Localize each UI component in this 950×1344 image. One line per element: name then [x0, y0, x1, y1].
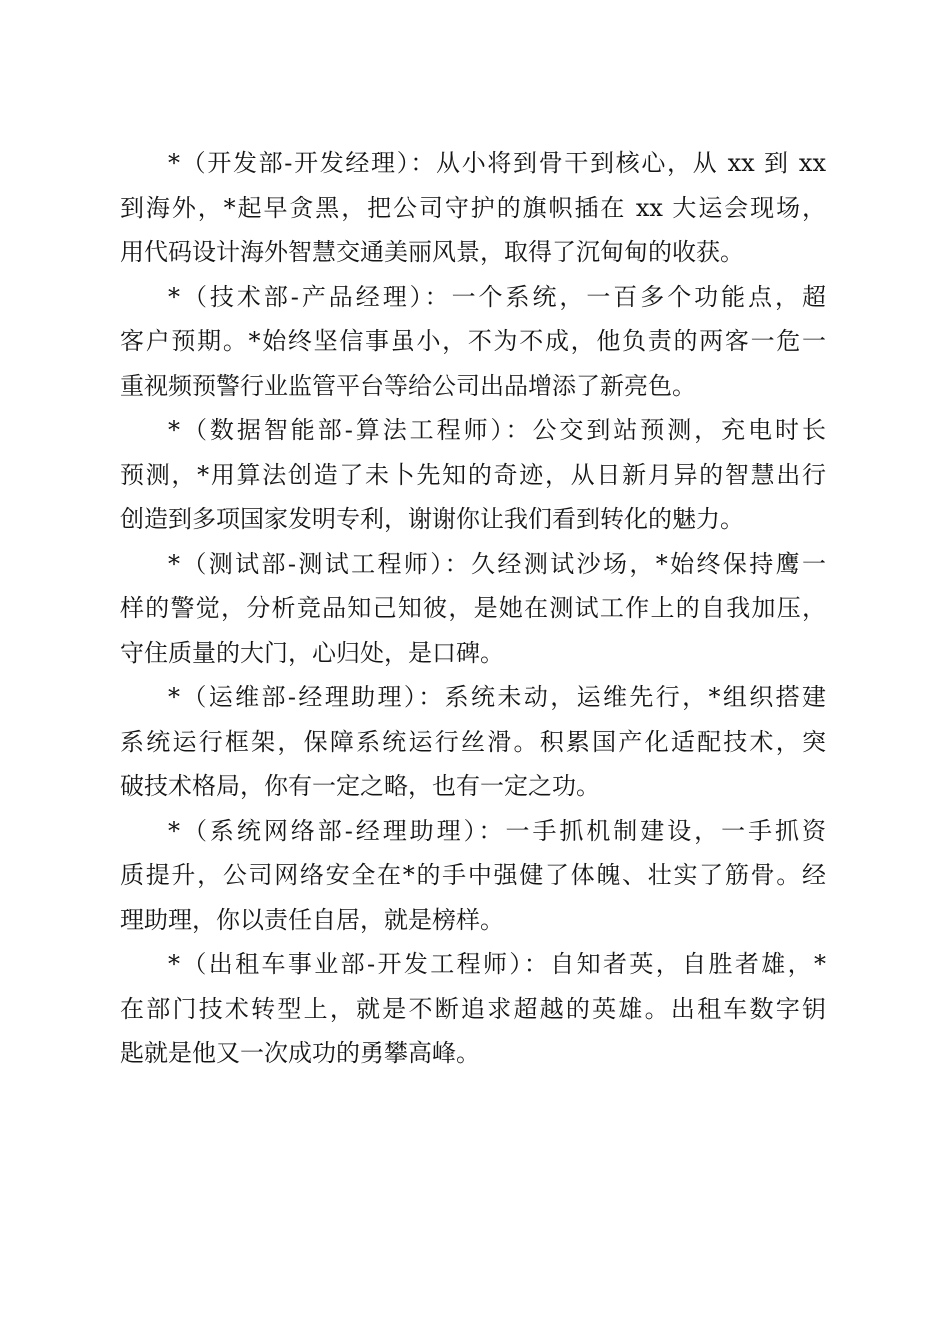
paragraph-7-line-3: 匙就是他又一次成功的勇攀高峰。 — [120, 1039, 480, 1067]
paragraph-6-line-1: *（系统网络部-经理助理）：一手抓机制建设，一手抓资 — [168, 816, 826, 845]
paragraph-3 — [120, 408, 826, 542]
paragraph-5-line-3: 破技术格局，你有一定之略，也有一定之功。 — [120, 772, 600, 800]
paragraph-2-line-2: 客户预期。*始终坚信事虽小，不为不成，他负责的两客一危一 — [120, 327, 826, 355]
paragraph-1-line-1: *（开发部-开发经理）：从小将到骨干到核心，从 xx 到 xx — [168, 149, 826, 177]
paragraph-5-line-2: 系统运行框架，保障系统运行丝滑。积累国产化适配技术，突 — [120, 727, 826, 756]
paragraph-3-line-1: *（数据智能部-算法工程师）：公交到站预测，充电时长 — [168, 416, 826, 444]
paragraph-4-line-3: 守住质量的大门，心归处，是口碑。 — [120, 638, 504, 667]
paragraph-7-line-1: *（出租车事业部-开发工程师）：自知者英，自胜者雄，* — [168, 950, 826, 978]
paragraph-5 — [120, 675, 826, 809]
paragraph-1-line-2: 到海外，*起早贪黑，把公司守护的旗帜插在 xx 大运会现场， — [120, 193, 826, 222]
paragraph-1-line-3: 用代码设计海外智慧交通美丽风景，取得了沉甸甸的收获。 — [120, 238, 744, 266]
paragraph-6 — [120, 809, 826, 943]
paragraph-7-line-2: 在部门技术转型上，就是不断追求超越的英雄。出租车数字钥 — [120, 994, 826, 1023]
paragraph-6-line-2: 质提升，公司网络安全在*的手中强健了体魄、壮实了筋骨。经 — [120, 861, 826, 889]
paragraph-6-line-3: 理助理，你以责任自居，就是榜样。 — [120, 905, 504, 934]
paragraph-3-line-2: 预测，*用算法创造了未卜先知的奇迹，从日新月异的智慧出行 — [120, 460, 826, 489]
paragraph-2-line-3: 重视频预警行业监管平台等给公司出品增添了新亮色。 — [120, 371, 696, 400]
paragraph-3-line-3: 创造到多项国家发明专利，谢谢你让我们看到转化的魅力。 — [120, 505, 744, 533]
paragraph-2-line-1: *（技术部-产品经理）：一个系统，一百多个功能点，超 — [168, 282, 826, 311]
paragraph-7 — [120, 942, 826, 1076]
paragraph-4-line-1: *（测试部-测试工程师）：久经测试沙场，*始终保持鹰一 — [168, 549, 826, 578]
paragraph-1 — [120, 141, 826, 275]
document-body — [120, 141, 826, 1076]
paragraph-2 — [120, 275, 826, 409]
paragraph-5-line-1: *（运维部-经理助理）：系统未动，运维先行，*组织搭建 — [168, 683, 826, 711]
paragraph-4 — [120, 542, 826, 676]
paragraph-4-line-2: 样的警觉，分析竞品知己知彼，是她在测试工作上的自我加压， — [120, 594, 826, 622]
